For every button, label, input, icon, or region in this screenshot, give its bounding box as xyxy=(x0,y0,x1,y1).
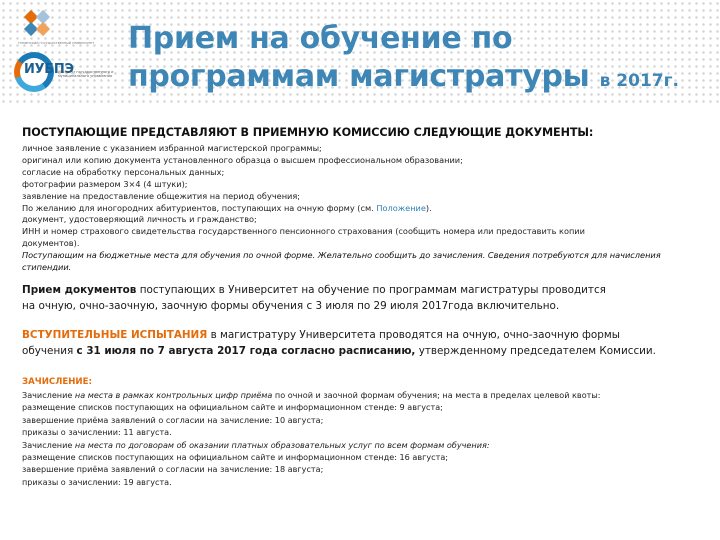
institute-logo xyxy=(14,52,114,94)
institute-logo-subtitle: Институт государственного и муниципального управления xyxy=(58,70,114,78)
enrollment-line: приказы о зачислении: 11 августа. xyxy=(22,427,172,438)
exams-paragraph: ВСТУПИТЕЛЬНЫЕ ИСПЫТАНИЯ в магистратуру Университета проводятся на очную, очно-заочную формы обучения с 31 июля по 7 августа 2017 года согласно расписанию, утвержденному председателем Комиссии. xyxy=(22,328,656,357)
main-content xyxy=(22,126,702,488)
document-item-foreign: По желанию для иногородних абитуриентов, поступающих на очную форму (см. Положение). xyxy=(22,202,432,213)
exams-label: ВСТУПИТЕЛЬНЫЕ ИСПЫТАНИЯ xyxy=(22,328,208,341)
document-item: заявление на предоставление общежития на период обучения; xyxy=(22,190,301,201)
page-title-line1: Прием на обучение по xyxy=(128,21,513,56)
enrollment-line: размещение списков поступающих на официальном сайте и информационном стенде: 16 августа; xyxy=(22,452,449,462)
university-logo xyxy=(18,10,95,50)
enrollment-line: приказы о зачислении: 19 августа. xyxy=(22,476,172,487)
document-item: ИНН и номер страхового свидетельства государственного пенсионного страхования (сообщить номера или предоставить копии документов). xyxy=(22,226,585,249)
acceptance-paragraph: Прием документов поступающих в Университет на обучение по программам магистратуры проводится на очную, очно-заочную, заочную формы обучения с 3 июля по 29 июля 2017года включительно. xyxy=(22,283,606,312)
enrollment-line: Зачисление на места в рамках контрольных цифр приёма по очной и заочной формам обучения; на места в пределах целевой квоты: xyxy=(22,389,601,400)
enrollment-line: размещение списков поступающих на официальном сайте и информационном стенде: 9 августа; xyxy=(22,402,443,413)
header-zigzag-edge xyxy=(0,104,720,118)
document-item: оригинал или копию документа установленного образца о высшем профессиональном образовании; xyxy=(22,154,463,165)
institute-logo-name: ИУБПЭ xyxy=(24,62,74,77)
document-item: согласие на обработку персональных данных; xyxy=(22,166,225,177)
page-title-year: в 2017г. xyxy=(599,71,679,91)
regulation-link[interactable]: Положение xyxy=(376,202,426,213)
university-logo-text: ТЮМЕНСКИЙ ГОСУДАРСТВЕННЫЙ УНИВЕРСИТЕТ xyxy=(18,41,95,45)
document-note: Поступающим на бюджетные места для обучения по очной форме. Желательно сообщить до зачисления. Сведения потребуются для начисления стипендии. xyxy=(22,250,661,273)
document-item: личное заявление с указанием избранной магистерской программы; xyxy=(22,143,322,153)
enrollment-section xyxy=(22,377,702,488)
document-item: документ, удостоверяющий личность и гражданство; xyxy=(22,214,257,225)
enrollment-line: завершение приёма заявлений о согласии на зачисление: 18 августа; xyxy=(22,464,324,475)
enrollment-line: Зачисление на места по договорам об оказании платных образовательных услуг по всем формам обучения: xyxy=(22,439,490,450)
page-title xyxy=(128,20,708,100)
document-item: фотографии размером 3×4 (4 штуки); xyxy=(22,178,188,189)
enrollment-line: завершение приёма заявлений о согласии на зачисление: 10 августа; xyxy=(22,414,324,425)
page-title-line2: программам магистратуры в 2017г. xyxy=(128,59,679,94)
enrollment-title: ЗАЧИСЛЕНИЕ: xyxy=(22,376,92,387)
documents-heading: ПОСТУПАЮЩИЕ ПРЕДСТАВЛЯЮТ В ПРИЕМНУЮ КОМИССИЮ СЛЕДУЮЩИЕ ДОКУМЕНТЫ: xyxy=(22,126,594,139)
